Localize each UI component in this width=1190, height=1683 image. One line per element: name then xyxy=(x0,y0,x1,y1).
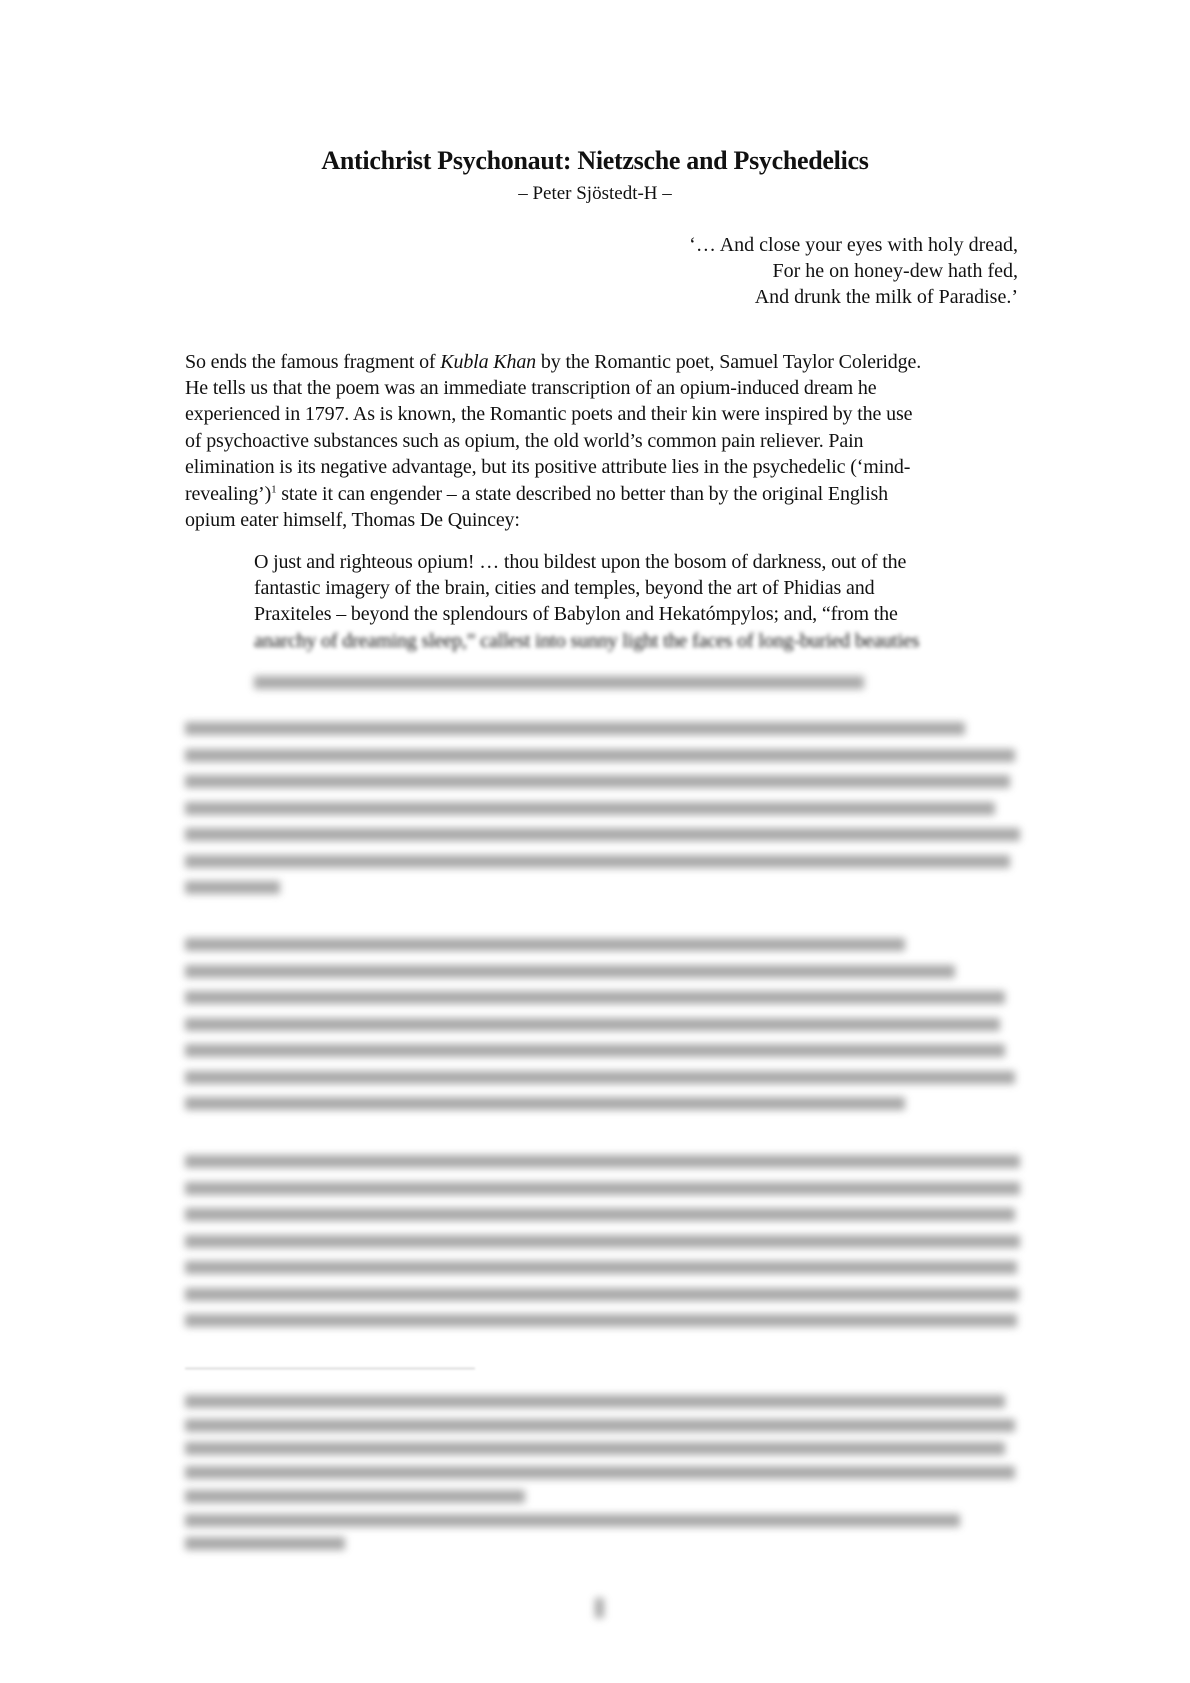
page-number-blurred xyxy=(595,1598,604,1618)
blurred-line xyxy=(185,881,280,894)
blurred-line xyxy=(185,855,1010,868)
blurred-line xyxy=(185,1514,960,1527)
italic-title: Kubla Khan xyxy=(440,351,537,373)
paragraph-line: of psychoactive substances such as opium, the old world’s common pain reliever. Pain xyxy=(185,430,864,452)
blurred-line xyxy=(185,802,995,815)
quote-line: Praxiteles – beyond the splendours of Babylon and Hekatómpylos; and, “from the xyxy=(254,603,898,625)
quote-line: O just and righteous opium! … thou bildest upon the bosom of darkness, out of the xyxy=(254,551,907,573)
text: state it can engender – a state described no better than by the original English xyxy=(276,483,888,505)
blurred-line xyxy=(185,1419,1015,1432)
blurred-line xyxy=(185,1261,1017,1274)
blurred-line xyxy=(185,965,955,978)
blurred-line xyxy=(185,1490,525,1503)
blurred-line xyxy=(185,749,1015,762)
epigraph-line: For he on honey-dew hath fed, xyxy=(772,260,1018,282)
blurred-line xyxy=(185,991,1005,1004)
paragraph-line: opium eater himself, Thomas De Quincey: xyxy=(185,509,520,531)
text: So ends the famous fragment of xyxy=(185,351,441,373)
footnote-ref[interactable]: 1 xyxy=(271,483,277,496)
blurred-line xyxy=(185,722,965,735)
blurred-line xyxy=(185,1314,1017,1327)
epigraph-line: And drunk the milk of Paradise.’ xyxy=(754,286,1018,308)
blurred-line xyxy=(185,828,1020,841)
blurred-line xyxy=(185,1018,1000,1031)
blurred-line xyxy=(185,1235,1020,1248)
epigraph-line: ‘… And close your eyes with holy dread, xyxy=(689,234,1018,256)
blurred-line xyxy=(185,1155,1020,1168)
blurred-line xyxy=(185,1208,1015,1221)
blurred-line xyxy=(185,1044,1005,1057)
quote-line-blurred: anarchy of dreaming sleep,” callest into sunny light the faces of long-buried beauties xyxy=(254,630,920,652)
blurred-line xyxy=(254,676,864,689)
footnote-rule xyxy=(185,1368,475,1369)
blurred-line xyxy=(185,775,1010,788)
quote-line: fantastic imagery of the brain, cities and temples, beyond the art of Phidias and xyxy=(254,577,875,599)
blurred-line xyxy=(185,1097,905,1110)
paragraph-line: elimination is its negative advantage, but its positive attribute lies in the psychedelic (‘mind- xyxy=(185,456,911,478)
blurred-line xyxy=(185,1182,1020,1195)
blurred-line xyxy=(185,1288,1019,1301)
blurred-line xyxy=(185,1395,1005,1408)
blurred-line xyxy=(185,1442,1005,1455)
blurred-line xyxy=(185,938,905,951)
blurred-line xyxy=(185,1537,345,1550)
paragraph-line xyxy=(185,483,888,506)
paragraph-line xyxy=(185,351,921,374)
author-line: – Peter Sjöstedt-H – xyxy=(518,183,672,204)
paragraph-line: experienced in 1797. As is known, the Romantic poets and their kin were inspired by the use xyxy=(185,403,913,425)
blurred-line xyxy=(185,1466,1015,1479)
text: by the Romantic poet, Samuel Taylor Coleridge. xyxy=(536,351,922,373)
blurred-line xyxy=(185,1071,1015,1084)
text: revealing’) xyxy=(185,483,272,505)
page-title: Antichrist Psychonaut: Nietzsche and Psychedelics xyxy=(321,146,869,175)
paragraph-line: He tells us that the poem was an immediate transcription of an opium-induced dream he xyxy=(185,377,877,399)
